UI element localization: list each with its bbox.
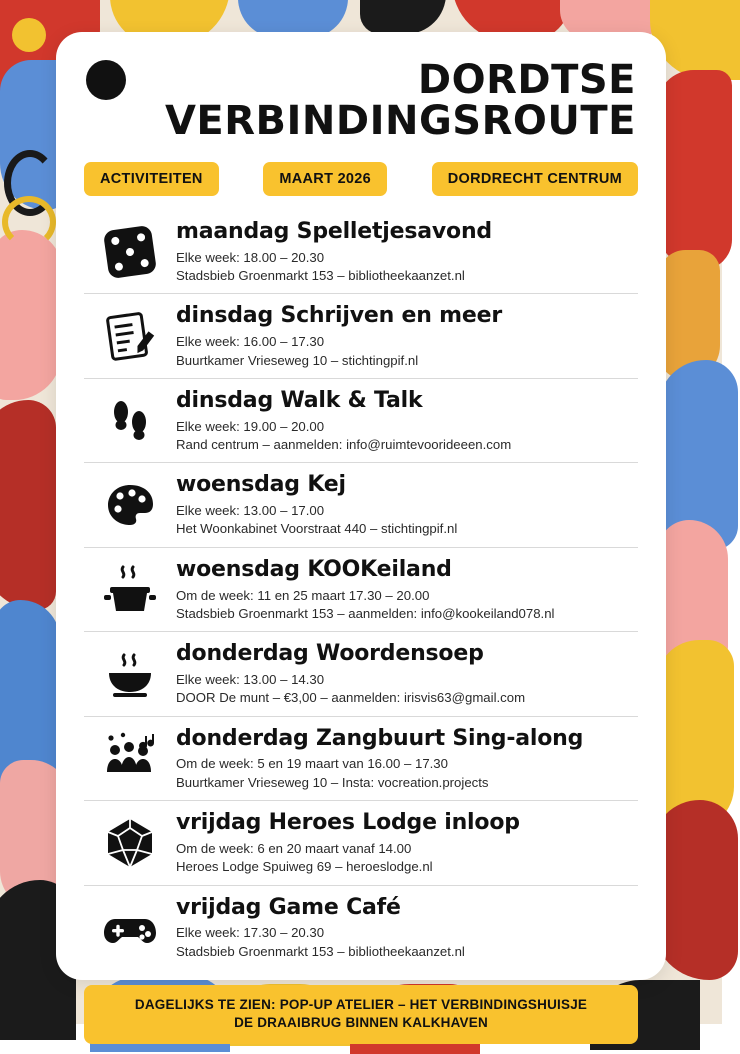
event-title: vrijdag Heroes Lodge inloop [176, 810, 520, 836]
event-text [176, 810, 638, 875]
event-text [176, 219, 638, 284]
list-item [84, 379, 638, 463]
event-text [176, 388, 638, 453]
soup-bowl-icon [84, 641, 176, 703]
bg-shape-yellow-scribble-left [2, 196, 56, 248]
bg-shape-yellow-dot-left [12, 18, 46, 52]
paint-palette-icon [84, 472, 176, 534]
event-detail-location: Rand centrum – aanmelden: info@ruimtevoorideeen.com [176, 436, 512, 452]
event-detail-time: Om de week: 5 en 19 maart van 16.00 – 17.30 [176, 756, 448, 772]
event-list [84, 210, 638, 969]
event-detail-time: Elke week: 17.30 – 20.30 [176, 925, 325, 941]
event-text [176, 641, 638, 706]
event-title: donderdag Zangbuurt Sing-along [176, 725, 584, 751]
event-detail-time: Elke week: 19.00 – 20.00 [176, 418, 325, 434]
event-detail-location: Buurtkamer Vrieseweg 10 – Insta: vocreation.projects [176, 774, 489, 790]
event-detail-time: Om de week: 6 en 20 maart vanaf 14.00 [176, 840, 412, 856]
event-text [176, 472, 638, 537]
event-detail-location: Stadsbieb Groenmarkt 153 – aanmelden: info@kookeiland078.nl [176, 605, 555, 621]
event-detail-time: Elke week: 13.00 – 14.30 [176, 671, 325, 687]
event-detail-time: Elke week: 18.00 – 20.30 [176, 249, 325, 265]
cooking-pot-icon [84, 557, 176, 619]
logo-dot-icon [86, 60, 126, 100]
bg-shape-darkred-left [0, 400, 56, 610]
bg-shape-red-right [656, 70, 732, 270]
poster-header [56, 32, 666, 148]
poster-card [56, 32, 666, 1031]
dice-icon [84, 219, 176, 281]
list-item [84, 463, 638, 547]
list-item [84, 548, 638, 632]
notepad-pencil-icon [84, 303, 176, 365]
event-text [176, 726, 638, 791]
footsteps-icon [84, 388, 176, 450]
event-title: woensdag Kej [176, 472, 346, 498]
footer-line-1: DAGELIJKS TE ZIEN: POP-UP ATELIER – HET VERBINDINGSHUISJE [134, 997, 588, 1013]
list-item [84, 801, 638, 885]
footer-banner [84, 985, 638, 1043]
bg-shape-pink-left [0, 230, 62, 400]
list-item [84, 886, 638, 969]
event-text [176, 303, 638, 368]
event-detail-time: Elke week: 16.00 – 17.30 [176, 334, 325, 350]
pill-activiteiten[interactable]: ACTIVITEITEN [84, 162, 219, 196]
pill-row [56, 148, 666, 196]
event-detail-time: Om de week: 11 en 25 maart 17.30 – 20.00 [176, 587, 430, 603]
footer-line-2: DE DRAAIBRUG BINNEN KALKHAVEN [234, 1015, 488, 1031]
event-detail-location: Heroes Lodge Spuiweg 69 – heroeslodge.nl [176, 859, 433, 875]
list-item [84, 210, 638, 294]
d20-dice-icon [84, 810, 176, 872]
event-text [176, 557, 638, 622]
title-line-1: DORDTSE [417, 57, 636, 103]
pill-maand[interactable]: MAART 2026 [263, 162, 387, 196]
list-item [84, 294, 638, 378]
event-detail-location: Buurtkamer Vrieseweg 10 – stichtingpif.nl [176, 352, 419, 368]
event-detail-location: DOOR De munt – €3,00 – aanmelden: irisvis63@gmail.com [176, 690, 526, 706]
choir-singing-icon [84, 726, 176, 788]
event-detail-time: Elke week: 13.00 – 17.00 [176, 503, 325, 519]
game-controller-icon [84, 895, 176, 957]
event-detail-location: Stadsbieb Groenmarkt 153 – bibliotheekaanzet.nl [176, 943, 465, 959]
page-title [86, 57, 636, 144]
list-item [84, 717, 638, 801]
list-item [84, 632, 638, 716]
event-detail-location: Stadsbieb Groenmarkt 153 – bibliotheekaanzet.nl [176, 268, 465, 284]
event-title: dinsdag Schrijven en meer [176, 303, 502, 329]
event-title: donderdag Woordensoep [176, 641, 484, 667]
event-text [176, 895, 638, 960]
title-line-2: VERBINDINGSROUTE [164, 97, 636, 144]
event-detail-location: Het Woonkabinet Voorstraat 440 – stichtingpif.nl [176, 521, 458, 537]
event-title: woensdag KOOKeiland [176, 556, 452, 582]
event-title: vrijdag Game Café [176, 894, 401, 920]
pill-locatie[interactable]: DORDRECHT CENTRUM [432, 162, 638, 196]
event-title: dinsdag Walk & Talk [176, 387, 423, 413]
event-title: maandag Spelletjesavond [176, 219, 492, 244]
